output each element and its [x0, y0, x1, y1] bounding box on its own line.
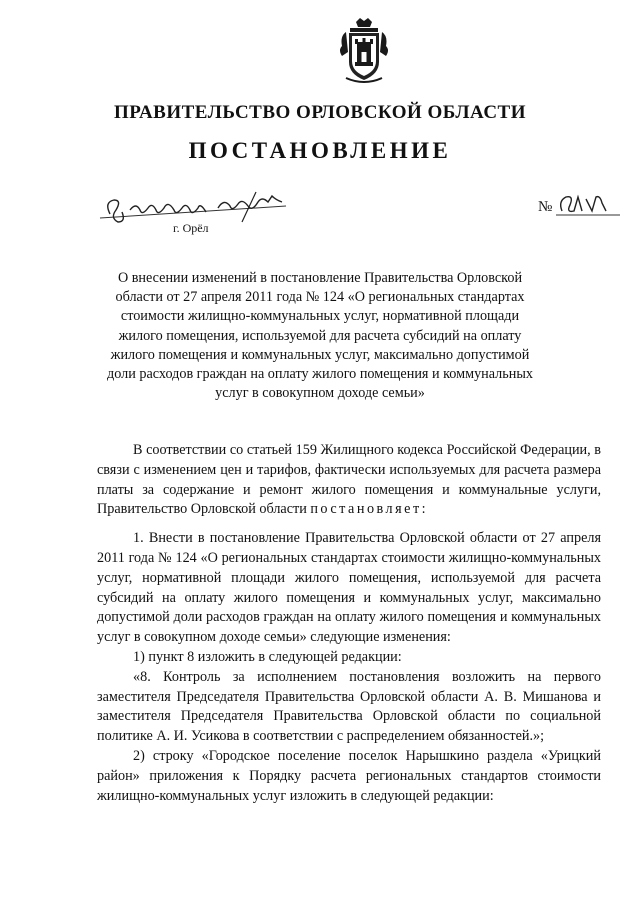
preamble-paragraph: В соответствии со статьей 159 Жилищного кодекса Российской Федерации, в связи с изменением цен и тарифов, фактически используемых для расчета размера платы за содержание и ремонт жилого помещения и коммунальные услуги, Правительство Орловской области постановляет: — [97, 442, 601, 518]
number-block — [532, 193, 622, 223]
handwritten-number-signature — [556, 191, 620, 219]
document-type: ПОСТАНОВЛЕНИЕ — [188, 138, 452, 163]
date-block — [96, 188, 296, 238]
subitem-2-paragraph: 2) строку «Городское поселение поселок Нарышкино раздела «Урицкий район» приложения к Порядку расчета региональных стандартов стоимости жилищно-коммунальных услуг изложить в следующей редакции: — [97, 747, 601, 804]
item-1-paragraph: 1. Внести в постановление Правительства Орловской области от 27 апреля 2011 года № 124 «О региональных стандартах стоимости жилищно-коммунальных услуг, нормативной площади жилого помещения, используемой для расчета субсидий на оплату жилого помещения и коммунальных услуг, максимально допустимой доли расходов граждан на оплату жилого помещения и коммунальных услуг в совокупном доходе семьи» следующие изменения: — [97, 530, 601, 646]
document-body — [97, 441, 601, 806]
coat-of-arms-icon — [336, 16, 392, 86]
subitem-1-paragraph: 1) пункт 8 изложить в следующей редакции: — [133, 648, 402, 665]
decree-word: постановляет: — [310, 501, 429, 518]
city-label: г. Орёл — [173, 221, 209, 235]
government-name: ПРАВИТЕЛЬСТВО ОРЛОВСКОЙ ОБЛАСТИ — [113, 102, 526, 123]
document-subject: О внесении изменений в постановление Правительства Орловской области от 27 апреля 2011 года № 124 «О региональных стандартах стоимости жилищно-коммунальных услуг, нормативной площади жилого помещения, используемой для расчета субсидий на оплату жилого помещения и коммунальных услуг, максимально допустимой доли расходов граждан на оплату жилого помещения и коммунальных услуг в совокупном доходе семьи» — [107, 270, 533, 402]
quote-point-8-paragraph: «8. Контроль за исполнением постановления возложить на первого заместителя Председателя Правительства Орловской области А. В. Мишанова и заместителя Председателя Правительства Орловской области по социальной политике А. И. Усикова в соответствии с распределением обязанностей.»; — [97, 668, 601, 745]
number-label: № — [538, 199, 553, 215]
